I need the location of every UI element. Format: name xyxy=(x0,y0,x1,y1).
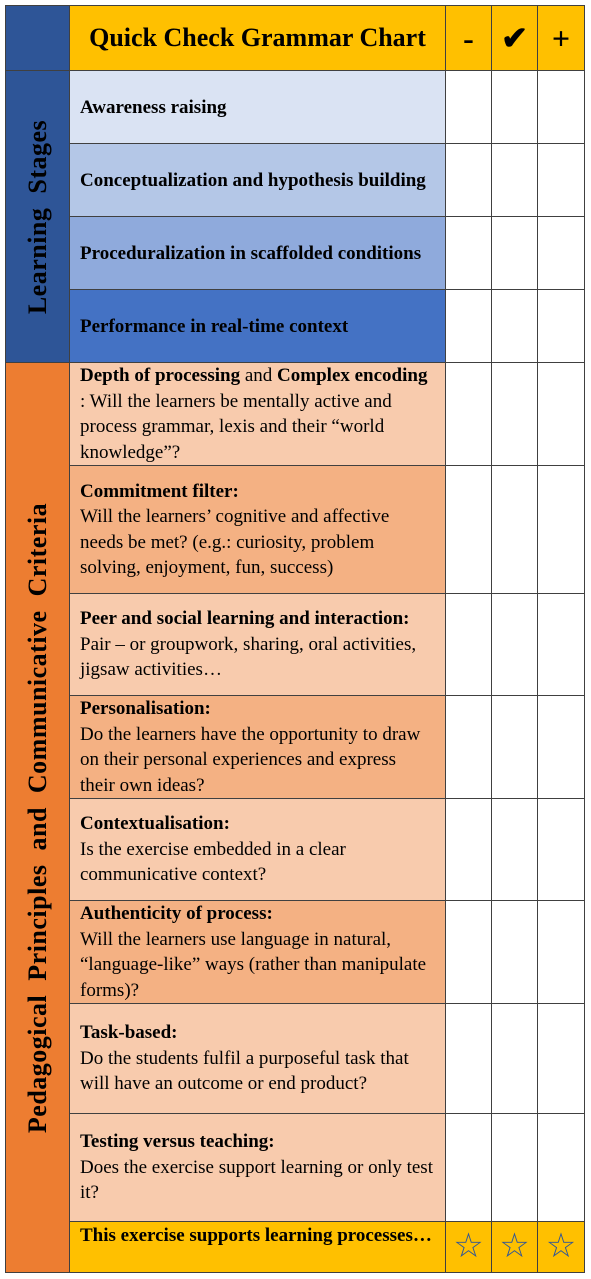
corner-cell xyxy=(6,6,70,71)
learning-stages-label: Learning Stages xyxy=(22,119,52,314)
criterion-body: Will the learners use language in natural, “language-like” ways (rather than manipulate forms)? xyxy=(80,928,427,1001)
criterion-row xyxy=(6,799,585,901)
check-cell-minus[interactable] xyxy=(446,363,492,466)
star-rating-plus[interactable] xyxy=(538,1222,585,1273)
check-cell-minus[interactable] xyxy=(446,696,492,799)
criterion-head: Commitment filter: xyxy=(80,480,239,502)
check-cell-check[interactable] xyxy=(492,217,538,290)
criterion-row xyxy=(6,901,585,1004)
criterion-testing-vs-teaching xyxy=(70,1114,446,1222)
check-cell-plus[interactable] xyxy=(538,594,585,696)
check-cell-minus[interactable] xyxy=(446,594,492,696)
check-cell-minus[interactable] xyxy=(446,1004,492,1114)
criterion-head: Authenticity of process: xyxy=(80,903,273,924)
check-cell-minus[interactable] xyxy=(446,799,492,901)
stage-row xyxy=(6,217,585,290)
criterion-head: Task-based: xyxy=(80,1022,178,1044)
check-cell-minus[interactable] xyxy=(446,71,492,144)
summary-row xyxy=(6,1222,585,1273)
criterion-row xyxy=(6,1004,585,1114)
chart-title: Quick Check Grammar Chart xyxy=(70,6,446,71)
criterion-connector: and xyxy=(240,365,278,386)
check-cell-check[interactable] xyxy=(492,466,538,594)
principles-label: Pedagogical Principles and Communicative Criteria xyxy=(22,502,52,1133)
check-cell-check[interactable] xyxy=(492,696,538,799)
minus-header: - xyxy=(446,6,492,71)
criterion-body: Will the learners’ cognitive and affective needs be met? (e.g.: curiosity, problem solving, enjoyment, fun, success) xyxy=(80,506,390,578)
star-rating-check[interactable] xyxy=(492,1222,538,1273)
criterion-contextualisation xyxy=(70,799,446,901)
check-cell-minus[interactable] xyxy=(446,1114,492,1222)
criterion-body: Is the exercise embedded in a clear communicative context? xyxy=(80,838,346,886)
check-cell-minus[interactable] xyxy=(446,217,492,290)
check-cell-check[interactable] xyxy=(492,799,538,901)
check-cell-check[interactable] xyxy=(492,71,538,144)
star-icon: ☆ xyxy=(499,1228,530,1265)
criterion-row xyxy=(6,1114,585,1222)
criterion-head: Personalisation: xyxy=(80,698,211,719)
check-cell-plus[interactable] xyxy=(538,1114,585,1222)
check-cell-plus[interactable] xyxy=(538,901,585,1004)
stage-performance: Performance in real-time context xyxy=(70,290,446,363)
check-header: ✔ xyxy=(492,6,538,71)
check-cell-minus[interactable] xyxy=(446,290,492,363)
check-cell-check[interactable] xyxy=(492,1004,538,1114)
criterion-body: Pair – or groupwork, sharing, oral activities, jigsaw activities… xyxy=(80,633,417,681)
criterion-body: : Will the learners be mentally active and process grammar, lexis and their “world knowledge”? xyxy=(80,390,392,463)
stage-conceptualization: Conceptualization and hypothesis building xyxy=(70,144,446,217)
check-cell-minus[interactable] xyxy=(446,466,492,594)
criterion-head: Depth of processing xyxy=(80,365,241,386)
criterion-authenticity xyxy=(70,901,446,1004)
criterion-row xyxy=(6,363,585,466)
criterion-head: Peer and social learning and interaction: xyxy=(80,608,410,630)
criterion-commitment-filter xyxy=(70,466,446,594)
check-cell-plus[interactable] xyxy=(538,466,585,594)
check-cell-check[interactable] xyxy=(492,1114,538,1222)
criterion-body: Does the exercise support learning or only test it? xyxy=(80,1156,433,1204)
star-icon: ☆ xyxy=(453,1228,484,1265)
check-cell-check[interactable] xyxy=(492,363,538,466)
stage-row xyxy=(6,144,585,217)
check-cell-minus[interactable] xyxy=(446,144,492,217)
check-cell-plus[interactable] xyxy=(538,290,585,363)
summary-text: This exercise supports learning processes… xyxy=(70,1222,446,1273)
criterion-personalisation xyxy=(70,696,446,799)
stage-proceduralization: Proceduralization in scaffolded conditions xyxy=(70,217,446,290)
stage-awareness: Awareness raising xyxy=(70,71,446,144)
criterion-body: Do the learners have the opportunity to draw on their personal experiences and express their own ideas? xyxy=(80,723,421,796)
criterion-head: Testing versus teaching: xyxy=(80,1131,275,1153)
criterion-body: Do the students fulfil a purposeful task that will have an outcome or end product? xyxy=(80,1047,409,1095)
stage-row xyxy=(6,290,585,363)
header-row xyxy=(6,6,585,71)
star-rating-minus[interactable] xyxy=(446,1222,492,1273)
criterion-task-based xyxy=(70,1004,446,1114)
criterion-head: Contextualisation: xyxy=(80,813,230,835)
check-cell-plus[interactable] xyxy=(538,696,585,799)
plus-header: + xyxy=(538,6,585,71)
check-cell-check[interactable] xyxy=(492,901,538,1004)
check-cell-plus[interactable] xyxy=(538,363,585,466)
check-cell-minus[interactable] xyxy=(446,901,492,1004)
criterion-row xyxy=(6,696,585,799)
check-cell-plus[interactable] xyxy=(538,217,585,290)
check-cell-plus[interactable] xyxy=(538,799,585,901)
criterion-peer-learning xyxy=(70,594,446,696)
check-cell-check[interactable] xyxy=(492,594,538,696)
criterion-row xyxy=(6,466,585,594)
grammar-chart xyxy=(5,5,585,1273)
criterion-depth-of-processing xyxy=(70,363,446,466)
criterion-row xyxy=(6,594,585,696)
star-icon: ☆ xyxy=(545,1228,577,1265)
check-cell-plus[interactable] xyxy=(538,1004,585,1114)
criterion-head: Complex encoding xyxy=(277,365,428,386)
principles-label-cell xyxy=(6,363,70,1273)
learning-stages-label-cell xyxy=(6,71,70,363)
check-cell-check[interactable] xyxy=(492,290,538,363)
check-cell-check[interactable] xyxy=(492,144,538,217)
check-cell-plus[interactable] xyxy=(538,144,585,217)
stage-row xyxy=(6,71,585,144)
check-cell-plus[interactable] xyxy=(538,71,585,144)
